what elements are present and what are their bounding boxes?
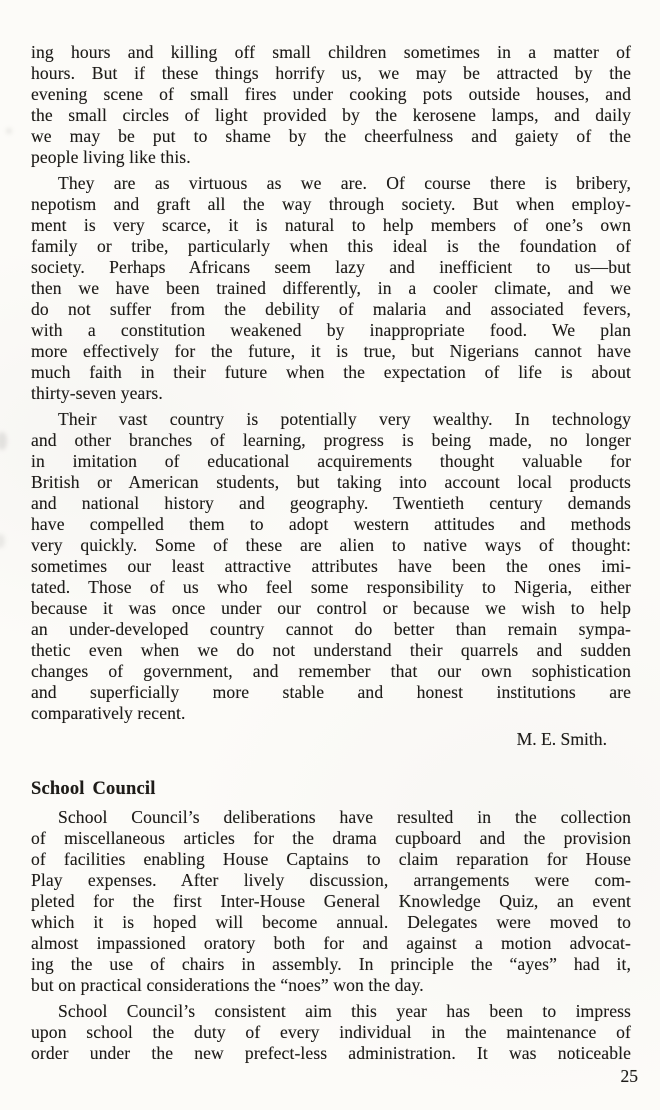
text-line: people living like this.: [31, 147, 191, 167]
text-line: ing hours and killing off small children sometimes in a matter of: [31, 42, 631, 62]
text-line: School Council’s deliberations have resulted in the collection: [58, 807, 631, 827]
text-line: order under the new prefect-less administration. It was noticeable: [31, 1043, 631, 1063]
text-line: in imitation of educational acquirements thought valuable for: [31, 451, 631, 471]
text-line: changes of government, and remember that our own sophistication: [31, 661, 631, 681]
text-line: and national history and geography. Twentieth century demands: [31, 493, 631, 513]
text-line: Play expenses. After lively discussion, arrangements were com-: [31, 870, 631, 890]
scan-smudge: [0, 432, 7, 450]
text-line: do not suffer from the debility of malaria and associated fevers,: [31, 299, 631, 319]
text-line: nepotism and graft all the way through society. But when employ-: [31, 194, 631, 214]
paragraph: [31, 42, 631, 168]
text-line: then we have been trained differently, in a cooler climate, and we: [31, 278, 631, 298]
text-line: but on practical considerations the “noes” won the day.: [31, 975, 424, 995]
paragraph: [31, 1001, 631, 1064]
text-line: society. Perhaps Africans seem lazy and inefficient to us—but: [31, 257, 631, 277]
text-line: and other branches of learning, progress is being made, no longer: [31, 430, 631, 450]
text-line: thirty-seven years.: [31, 383, 163, 403]
text-line: tated. Those of us who feel some responsibility to Nigeria, either: [31, 577, 631, 597]
text-line: family or tribe, particularly when this ideal is the foundation of: [31, 236, 631, 256]
text-line: of miscellaneous articles for the drama cupboard and the provision: [31, 828, 631, 848]
text-line: hours. But if these things horrify us, we may be attracted by the: [31, 63, 631, 83]
text-line: Their vast country is potentially very wealthy. In technology: [58, 409, 631, 429]
text-line: almost impassioned oratory both for and against a motion advocat-: [31, 933, 631, 953]
text-line: ment is very scarce, it is natural to help members of one’s own: [31, 215, 631, 235]
text-line: more effectively for the future, it is true, but Nigerians cannot have: [31, 341, 631, 361]
text-line: They are as virtuous as we are. Of course there is bribery,: [58, 173, 631, 193]
text-line: School Council’s consistent aim this year has been to impress: [58, 1001, 631, 1021]
page-text-block: [31, 42, 631, 1069]
text-line: thetic even when we do not understand their quarrels and sudden: [31, 640, 631, 660]
text-line: an under-developed country cannot do better than remain sympa-: [31, 619, 631, 639]
text-line: comparatively recent.: [31, 703, 186, 723]
text-line: which it is hoped will become annual. Delegates were moved to: [31, 912, 631, 932]
text-line: sometimes our least attractive attributes have been the ones imi-: [31, 556, 631, 576]
text-line: British or American students, but taking into account local products: [31, 472, 631, 492]
text-line: because it was once under our control or because we wish to help: [31, 598, 631, 618]
text-line: with a constitution weakened by inappropriate food. We plan: [31, 320, 631, 340]
text-line: very quickly. Some of these are alien to native ways of thought:: [31, 535, 631, 555]
text-line: upon school the duty of every individual in the maintenance of: [31, 1022, 631, 1042]
scan-smudge: [0, 534, 5, 548]
text-line: evening scene of small fires under cooking pots outside houses, and: [31, 84, 631, 104]
paragraph: [31, 173, 631, 404]
paragraph: [31, 409, 631, 724]
text-line: have compelled them to adopt western attitudes and methods: [31, 514, 631, 534]
text-line: and superficially more stable and honest institutions are: [31, 682, 631, 702]
text-line: pleted for the first Inter-House General Knowledge Quiz, an event: [31, 891, 631, 911]
text-line: ing the use of chairs in assembly. In principle the “ayes” had it,: [31, 954, 631, 974]
paragraph: [31, 807, 631, 996]
section-heading: School Council: [31, 779, 156, 799]
text-line: of facilities enabling House Captains to claim reparation for House: [31, 849, 631, 869]
page-number: 25: [620, 1066, 638, 1086]
scan-smudge: [6, 128, 12, 134]
text-line: the small circles of light provided by the kerosene lamps, and daily: [31, 105, 631, 125]
text-line: we may be put to shame by the cheerfulness and gaiety of the: [31, 126, 631, 146]
text-line: much faith in their future when the expectation of life is about: [31, 362, 631, 382]
author-signature: M. E. Smith.: [516, 729, 607, 749]
